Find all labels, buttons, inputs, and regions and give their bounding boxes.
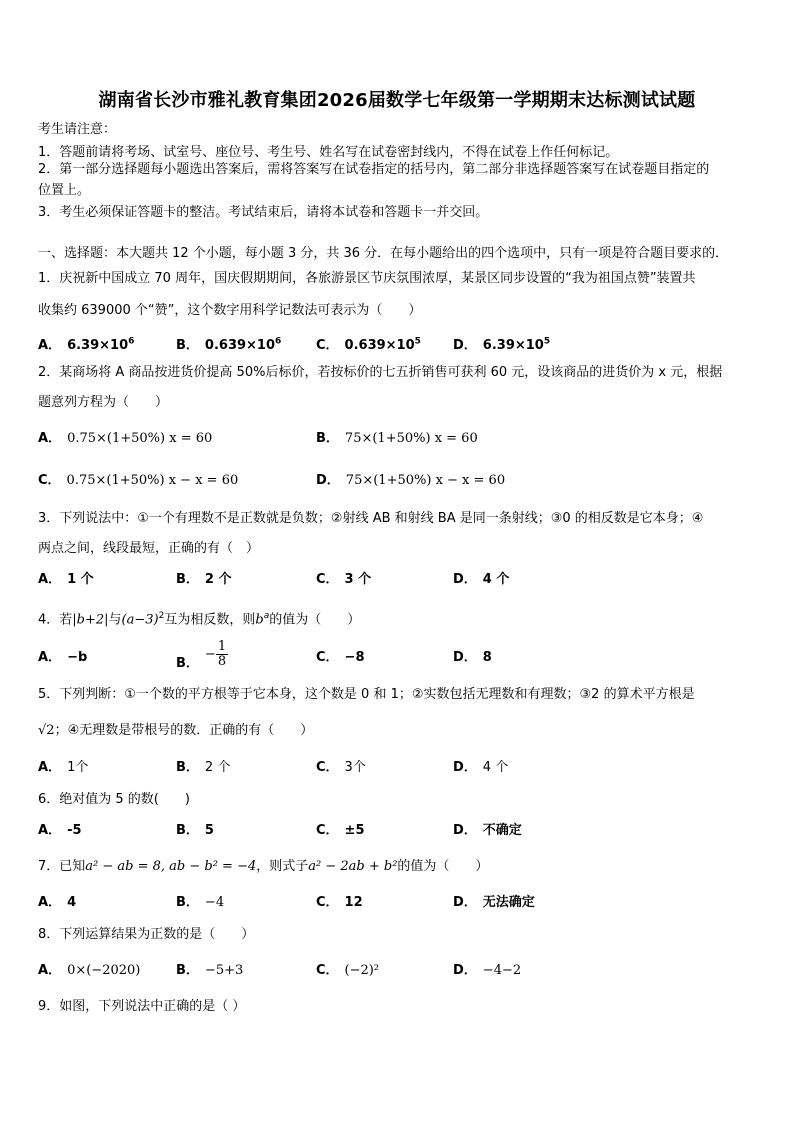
notice-heading: 考生请注意： [38,122,117,137]
question-7-line-1: 7．已知a² − ab = 8, ab − b² = −4，则式子a² − 2ab + b²的值为（ ） [38,859,489,874]
q2-option-a[interactable]: A． 0.75×(1+50%) x = 60 [38,431,213,446]
q4-option-a[interactable]: A． −b [38,650,88,665]
notice-item-1: 1．答题前请将考场、试室号、座位号、考生号、姓名写在试卷密封线内，不得在试卷上作任何标记。 [38,145,619,160]
notice-item-2-cont: 位置上。 [38,183,91,198]
q2-option-c[interactable]: C． 0.75×(1+50%) x − x = 60 [38,473,239,488]
q6-option-c[interactable]: C． ±5 [316,823,365,838]
fraction: $\frac{1}{8}$ [217,639,227,669]
q3-option-a[interactable]: A． 1 个 [38,572,94,587]
q3-option-d[interactable]: D． 4 个 [453,572,510,587]
q6-option-b[interactable]: B． 5 [176,823,214,838]
question-3-line-1: 3．下列说法中：①一个有理数不是正数就是负数；②射线 AB 和射线 BA 是同一条射线；③0 的相反数是它本身；④ [38,511,704,526]
section-heading: 一、选择题：本大题共 12 个小题，每小题 3 分，共 36 分．在每小题给出的四个选项中，只有一项是符合题目要求的． [38,246,729,261]
q7-option-a[interactable]: A． 4 [38,895,77,910]
q5-option-b[interactable]: B． 2 个 [176,760,231,775]
q8-option-a[interactable]: A． 0×(−2020) [38,963,141,978]
q6-option-a[interactable]: A． -5 [38,823,82,838]
question-5-line-2: √2；④无理数是带根号的数．正确的有（ ） [38,723,314,738]
question-9-line-1: 9．如图，下列说法中正确的是（ ） [38,999,246,1014]
q6-option-d[interactable]: D． 不确定 [453,823,522,838]
notice-item-3: 3．考生必须保证答题卡的整洁。考试结束后，请将本试卷和答题卡一并交回。 [38,205,489,220]
q1-option-c[interactable]: C． $0.639\times 10^5$ [316,337,421,354]
q8-option-d[interactable]: D． −4−2 [453,963,522,978]
notice-item-2: 2．第一部分选择题每小题选出答案后，需将答案写在试卷指定的括号内，第二部分非选择题答案写在试卷题目指定的 [38,162,710,177]
question-6-line-1: 6．绝对值为 5 的数( ) [38,792,190,807]
question-3-line-2: 两点之间，线段最短，正确的有（ ） [38,541,260,556]
q8-option-b[interactable]: B． −5+3 [176,963,244,978]
q7-option-c[interactable]: C． 12 [316,895,363,910]
q8-option-c[interactable]: C． (−2)² [316,963,380,978]
question-8-line-1: 8．下列运算结果为正数的是（ ） [38,927,255,942]
q5-option-c[interactable]: C． 3个 [316,760,366,775]
q1-option-a[interactable]: A． $6.39\times 10^6$ [38,337,135,354]
q5-option-a[interactable]: A． 1个 [38,760,89,775]
q4-option-c[interactable]: C． −8 [316,650,365,665]
q4-option-b[interactable]: B．− $\frac{1}{8}$ [176,639,227,671]
q1-option-b[interactable]: B． $0.639\times 10^6$ [176,337,282,354]
q7-option-d[interactable]: D． 无法确定 [453,895,535,910]
q2-option-d[interactable]: D． 75×(1+50%) x − x = 60 [316,473,506,488]
page-title: 湖南省长沙市雅礼教育集团2026届数学七年级第一学期期末达标测试试题 [98,90,696,111]
question-1-line-1: 1．庆祝新中国成立 70 周年，国庆假期期间，各旅游景区节庆氛围浓厚，某景区同步设置的“我为祖国点赞”装置共 [38,271,696,286]
question-2-line-2: 题意列方程为（ ） [38,395,169,410]
question-1-line-2: 收集约 639000 个“赞”，这个数字用科学记数法可表示为（ ） [38,303,422,318]
q2-option-b[interactable]: B． 75×(1+50%) x = 60 [316,431,478,446]
q3-option-b[interactable]: B． 2 个 [176,572,232,587]
q1-option-d[interactable]: D． $6.39\times 10^5$ [453,337,551,354]
question-4-line-1: 4．若|b+2|与$(a-3)^2$互为相反数，则$b^a$的值为（ ） [38,611,361,628]
q7-option-b[interactable]: B． −4 [176,895,225,910]
q4-option-d[interactable]: D． 8 [453,650,492,665]
q3-option-c[interactable]: C． 3 个 [316,572,372,587]
q5-option-d[interactable]: D． 4 个 [453,760,509,775]
question-2-line-1: 2．某商场将 A 商品按进货价提高 50%后标价，若按标价的七五折销售可获利 60 元，设该商品的进货价为 x 元，根据 [38,365,723,380]
question-5-line-1: 5．下列判断：①一个数的平方根等于它本身，这个数是 0 和 1；②实数包括无理数和有理数；③2 的算术平方根是 [38,687,695,702]
